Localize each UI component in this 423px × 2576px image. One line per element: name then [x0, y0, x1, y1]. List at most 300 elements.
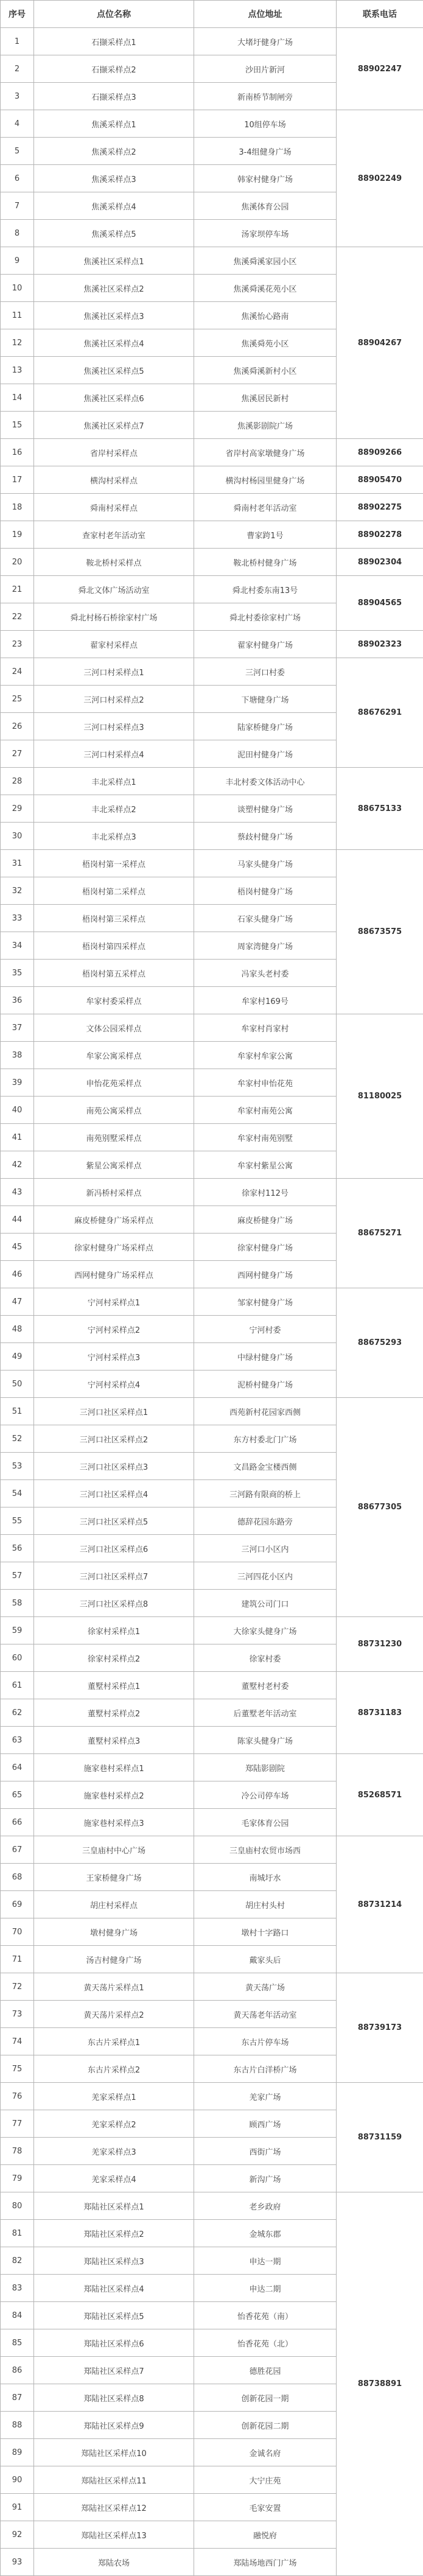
table-row [1, 1179, 423, 1206]
cell-no: 61 [1, 1672, 34, 1699]
header-row [1, 1, 423, 28]
cell-addr: 焦溪舜溪家园小区 [194, 247, 337, 275]
cell-addr: 焦溪舜苑小区 [194, 329, 337, 357]
cell-name: 牟家村委采样点 [34, 987, 194, 1014]
table-row [1, 521, 423, 549]
cell-name: 舜北村杨石桥徐家村广场 [34, 603, 194, 631]
table-row [1, 576, 423, 603]
cell-no: 13 [1, 357, 34, 384]
cell-no: 34 [1, 932, 34, 960]
cell-no: 40 [1, 1097, 34, 1124]
cell-addr: 西苑新村花园家西侧 [194, 1398, 337, 1425]
cell-no: 45 [1, 1234, 34, 1261]
cell-addr: 三河口村委 [194, 658, 337, 686]
cell-addr: 汤家坝停车场 [194, 220, 337, 247]
cell-no: 84 [1, 2302, 34, 2329]
cell-no: 15 [1, 412, 34, 439]
cell-no: 7 [1, 192, 34, 220]
cell-name: 三河口社区采样点7 [34, 1562, 194, 1590]
cell-addr: 焦溪居民新村 [194, 384, 337, 412]
cell-addr: 墩村十字路口 [194, 1918, 337, 1946]
cell-addr: 大徐家头健身广场 [194, 1617, 337, 1644]
cell-no: 58 [1, 1590, 34, 1617]
cell-name: 丰北采样点3 [34, 823, 194, 850]
cell-name: 三河口社区采样点8 [34, 1590, 194, 1617]
cell-no: 44 [1, 1206, 34, 1234]
cell-addr: 沙田片新河 [194, 55, 337, 83]
header-no: 序号 [1, 1, 34, 28]
cell-addr: 牟家村肖家村 [194, 1014, 337, 1042]
cell-no: 48 [1, 1316, 34, 1343]
cell-phone: 88677305 [337, 1398, 423, 1617]
cell-name: 石撷采样点1 [34, 28, 194, 55]
cell-addr: 陆家桥健身广场 [194, 713, 337, 740]
cell-addr: 石家头健身广场 [194, 905, 337, 932]
cell-name: 三河口社区采样点1 [34, 1398, 194, 1425]
cell-no: 18 [1, 494, 34, 521]
table-row [1, 110, 423, 138]
cell-name: 翟家村采样点 [34, 631, 194, 658]
cell-name: 三皇庙村中心广场 [34, 1836, 194, 1864]
table-row [1, 850, 423, 877]
cell-no: 79 [1, 2165, 34, 2192]
cell-name: 施家巷村采样点2 [34, 1781, 194, 1809]
cell-addr: 黄天荡老年活动室 [194, 2001, 337, 2028]
cell-addr: 冷公司停车场 [194, 1781, 337, 1809]
cell-no: 8 [1, 220, 34, 247]
cell-no: 42 [1, 1151, 34, 1179]
table-row [1, 28, 423, 55]
cell-name: 梧岗村第二采样点 [34, 877, 194, 905]
cell-no: 32 [1, 877, 34, 905]
cell-phone: 88909266 [337, 439, 423, 466]
cell-no: 30 [1, 823, 34, 850]
cell-name: 三河口村采样点1 [34, 658, 194, 686]
cell-name: 焦溪采样点2 [34, 138, 194, 165]
cell-name: 石撷采样点2 [34, 55, 194, 83]
cell-addr: 焦溪影剧院广场 [194, 412, 337, 439]
cell-no: 68 [1, 1864, 34, 1891]
table-row [1, 1754, 423, 1781]
cell-phone: 88731159 [337, 2083, 423, 2192]
cell-name: 郑陆社区采样点3 [34, 2247, 194, 2275]
cell-phone: 88905470 [337, 466, 423, 494]
cell-name: 董墅村采样点3 [34, 1727, 194, 1754]
cell-addr: 舜北村委徐家村广场 [194, 603, 337, 631]
table-row [1, 494, 423, 521]
cell-addr: 戴家头后 [194, 1946, 337, 1973]
cell-addr: 胡庄村头村 [194, 1891, 337, 1918]
cell-addr: 大堵圩健身广场 [194, 28, 337, 55]
cell-phone: 88902247 [337, 28, 423, 110]
cell-no: 62 [1, 1699, 34, 1727]
cell-phone: 88675293 [337, 1288, 423, 1398]
cell-name: 徐家村采样点1 [34, 1617, 194, 1644]
cell-no: 49 [1, 1343, 34, 1370]
table-row [1, 1288, 423, 1316]
cell-name: 董墅村采样点2 [34, 1699, 194, 1727]
cell-addr: 董墅村老村委 [194, 1672, 337, 1699]
cell-name: 墩村健身广场 [34, 1918, 194, 1946]
cell-phone: 88731214 [337, 1836, 423, 1973]
cell-addr: 郑陆场地西门广场 [194, 2549, 337, 2576]
cell-no: 28 [1, 768, 34, 795]
table-row [1, 1398, 423, 1425]
cell-name: 三河口村采样点2 [34, 686, 194, 713]
cell-name: 郑陆社区采样点1 [34, 2192, 194, 2220]
cell-no: 74 [1, 2028, 34, 2055]
cell-name: 新冯桥村采样点 [34, 1179, 194, 1206]
cell-addr: 怡香花苑（南） [194, 2302, 337, 2329]
cell-no: 71 [1, 1946, 34, 1973]
cell-name: 南苑别墅采样点 [34, 1124, 194, 1151]
cell-addr: 金诚名府 [194, 2439, 337, 2466]
cell-name: 焦溪社区采样点1 [34, 247, 194, 275]
cell-no: 24 [1, 658, 34, 686]
cell-name: 横沟村采样点 [34, 466, 194, 494]
cell-addr: 建筑公司门口 [194, 1590, 337, 1617]
cell-name: 郑陆社区采样点9 [34, 2412, 194, 2439]
cell-addr: 大宁庄苑 [194, 2466, 337, 2494]
cell-name: 汤吉村健身广场 [34, 1946, 194, 1973]
cell-name: 焦溪采样点4 [34, 192, 194, 220]
cell-name: 羌家采样点2 [34, 2110, 194, 2138]
table-row [1, 439, 423, 466]
cell-no: 21 [1, 576, 34, 603]
cell-name: 文体公园采样点 [34, 1014, 194, 1042]
table-row [1, 549, 423, 576]
cell-no: 64 [1, 1754, 34, 1781]
cell-addr: 金城东郡 [194, 2220, 337, 2247]
cell-no: 70 [1, 1918, 34, 1946]
table-row [1, 2083, 423, 2110]
cell-no: 51 [1, 1398, 34, 1425]
cell-name: 三河口社区采样点6 [34, 1535, 194, 1562]
cell-name: 三河口社区采样点5 [34, 1507, 194, 1535]
cell-name: 王家桥健身广场 [34, 1864, 194, 1891]
cell-no: 82 [1, 2247, 34, 2275]
cell-addr: 省岸村高家墩健身广场 [194, 439, 337, 466]
cell-addr: 鞍北桥村健身广场 [194, 549, 337, 576]
cell-no: 67 [1, 1836, 34, 1864]
cell-name: 梧岗村第五采样点 [34, 960, 194, 987]
cell-addr: 牟家村南苑别墅 [194, 1124, 337, 1151]
cell-name: 焦溪采样点5 [34, 220, 194, 247]
cell-addr: 创新花园一期 [194, 2384, 337, 2412]
cell-addr: 后董墅老年活动室 [194, 1699, 337, 1727]
cell-name: 丰北采样点2 [34, 795, 194, 823]
cell-no: 73 [1, 2001, 34, 2028]
cell-addr: 牟家村169号 [194, 987, 337, 1014]
cell-name: 南苑公寓采样点 [34, 1097, 194, 1124]
cell-name: 郑陆社区采样点13 [34, 2521, 194, 2549]
cell-no: 76 [1, 2083, 34, 2110]
cell-addr: 泥桥村健身广场 [194, 1370, 337, 1398]
cell-addr: 蔡歧村健身广场 [194, 823, 337, 850]
table-row [1, 1973, 423, 2001]
cell-addr: 横沟村杨园里健身广场 [194, 466, 337, 494]
cell-addr: 德辞花园东路旁 [194, 1507, 337, 1535]
cell-addr: 东方村委北门广场 [194, 1425, 337, 1453]
cell-addr: 羌家广场 [194, 2083, 337, 2110]
cell-addr: 牟家村南苑公寓 [194, 1097, 337, 1124]
cell-phone: 88731230 [337, 1617, 423, 1672]
table-row [1, 1014, 423, 1042]
cell-no: 65 [1, 1781, 34, 1809]
cell-no: 16 [1, 439, 34, 466]
cell-addr: 牟家村紫星公寓 [194, 1151, 337, 1179]
cell-no: 36 [1, 987, 34, 1014]
cell-no: 19 [1, 521, 34, 549]
table-body [1, 28, 423, 2576]
cell-name: 鞍北桥村采样点 [34, 549, 194, 576]
cell-name: 黄天荡片采样点2 [34, 2001, 194, 2028]
cell-name: 胡庄村采样点 [34, 1891, 194, 1918]
cell-addr: 文昌路金宝楼西侧 [194, 1453, 337, 1480]
cell-addr: 冯家头老村委 [194, 960, 337, 987]
cell-no: 39 [1, 1069, 34, 1097]
cell-addr: 焦溪体育公园 [194, 192, 337, 220]
cell-addr: 谈塑村健身广场 [194, 795, 337, 823]
cell-name: 焦溪社区采样点4 [34, 329, 194, 357]
table-row [1, 658, 423, 686]
cell-phone: 88902323 [337, 631, 423, 658]
header-name: 点位名称 [34, 1, 194, 28]
cell-addr: 西网村健身广场 [194, 1261, 337, 1288]
cell-phone: 88739173 [337, 1973, 423, 2083]
header-addr: 点位地址 [194, 1, 337, 28]
cell-name: 焦溪社区采样点7 [34, 412, 194, 439]
cell-addr: 舜南村老年活动室 [194, 494, 337, 521]
table-row [1, 2192, 423, 2220]
cell-addr: 马家头健身广场 [194, 850, 337, 877]
cell-addr: 舜北村委东南13号 [194, 576, 337, 603]
cell-addr: 三河路有限商的桥上 [194, 1480, 337, 1507]
cell-addr: 黄天荡广场 [194, 1973, 337, 2001]
cell-no: 90 [1, 2466, 34, 2494]
cell-no: 4 [1, 110, 34, 138]
cell-name: 郑陆农场 [34, 2549, 194, 2576]
cell-no: 53 [1, 1453, 34, 1480]
cell-name: 三河口社区采样点4 [34, 1480, 194, 1507]
table-row [1, 247, 423, 275]
cell-no: 1 [1, 28, 34, 55]
cell-name: 羌家采样点1 [34, 2083, 194, 2110]
cell-no: 35 [1, 960, 34, 987]
cell-addr: 下塘健身广场 [194, 686, 337, 713]
cell-no: 86 [1, 2357, 34, 2384]
cell-no: 57 [1, 1562, 34, 1590]
cell-no: 80 [1, 2192, 34, 2220]
cell-phone: 88676291 [337, 658, 423, 768]
cell-addr: 徐家村112号 [194, 1179, 337, 1206]
cell-name: 宁河村采样点4 [34, 1370, 194, 1398]
cell-name: 三河口社区采样点3 [34, 1453, 194, 1480]
table-row [1, 1617, 423, 1644]
cell-no: 52 [1, 1425, 34, 1453]
cell-no: 66 [1, 1809, 34, 1836]
cell-name: 石撷采样点3 [34, 83, 194, 110]
cell-name: 徐家村健身广场采样点 [34, 1234, 194, 1261]
cell-no: 22 [1, 603, 34, 631]
cell-addr: 3-4组健身广场 [194, 138, 337, 165]
cell-addr: 顾西广场 [194, 2110, 337, 2138]
cell-no: 50 [1, 1370, 34, 1398]
cell-name: 三河口社区采样点2 [34, 1425, 194, 1453]
cell-addr: 丰北村委文体活动中心 [194, 768, 337, 795]
cell-name: 施家巷村采样点1 [34, 1754, 194, 1781]
cell-addr: 郑陆影剧院 [194, 1754, 337, 1781]
cell-no: 25 [1, 686, 34, 713]
cell-name: 焦溪采样点1 [34, 110, 194, 138]
cell-no: 77 [1, 2110, 34, 2138]
cell-addr: 韩家村健身广场 [194, 165, 337, 192]
cell-no: 59 [1, 1617, 34, 1644]
cell-phone: 88738891 [337, 2192, 423, 2576]
cell-name: 焦溪社区采样点6 [34, 384, 194, 412]
cell-addr: 三皇庙村农贸市场西 [194, 1836, 337, 1864]
cell-no: 81 [1, 2220, 34, 2247]
cell-name: 郑陆社区采样点2 [34, 2220, 194, 2247]
cell-no: 5 [1, 138, 34, 165]
cell-addr: 西街广场 [194, 2138, 337, 2165]
cell-no: 88 [1, 2412, 34, 2439]
cell-name: 郑陆社区采样点11 [34, 2466, 194, 2494]
cell-phone: 88902278 [337, 521, 423, 549]
cell-no: 38 [1, 1042, 34, 1069]
cell-addr: 宁河村委 [194, 1316, 337, 1343]
cell-no: 46 [1, 1261, 34, 1288]
cell-addr: 陈家头健身广场 [194, 1727, 337, 1754]
cell-name: 三河口村采样点3 [34, 713, 194, 740]
cell-addr: 德胜花园 [194, 2357, 337, 2384]
cell-phone: 88673575 [337, 850, 423, 1014]
cell-addr: 三河四花小区内 [194, 1562, 337, 1590]
cell-no: 47 [1, 1288, 34, 1316]
cell-no: 9 [1, 247, 34, 275]
cell-addr: 中绿村健身广场 [194, 1343, 337, 1370]
cell-phone: 88675133 [337, 768, 423, 850]
cell-addr: 东古片停车场 [194, 2028, 337, 2055]
cell-no: 92 [1, 2521, 34, 2549]
cell-no: 54 [1, 1480, 34, 1507]
cell-name: 郑陆社区采样点4 [34, 2275, 194, 2302]
cell-name: 紫星公寓采样点 [34, 1151, 194, 1179]
table-row [1, 631, 423, 658]
cell-addr: 毛家体育公园 [194, 1809, 337, 1836]
cell-addr: 申达二期 [194, 2275, 337, 2302]
cell-addr: 怡香花苑（北） [194, 2329, 337, 2357]
cell-name: 西网村健身广场采样点 [34, 1261, 194, 1288]
table-row [1, 466, 423, 494]
cell-no: 20 [1, 549, 34, 576]
cell-addr: 牟家村牟家公寓 [194, 1042, 337, 1069]
cell-no: 29 [1, 795, 34, 823]
cell-no: 55 [1, 1507, 34, 1535]
cell-no: 63 [1, 1727, 34, 1754]
cell-addr: 南城圩水 [194, 1864, 337, 1891]
cell-addr: 曹家跨1号 [194, 521, 337, 549]
cell-addr: 10组停车场 [194, 110, 337, 138]
cell-addr: 新沟广场 [194, 2165, 337, 2192]
cell-addr: 徐家村委 [194, 1644, 337, 1672]
cell-no: 37 [1, 1014, 34, 1042]
cell-name: 董墅村采样点1 [34, 1672, 194, 1699]
cell-name: 郑陆社区采样点12 [34, 2494, 194, 2521]
cell-addr: 焦溪舜溪新村小区 [194, 357, 337, 384]
table-row [1, 1672, 423, 1699]
cell-addr: 麻皮桥健身广场 [194, 1206, 337, 1234]
cell-name: 羌家采样点4 [34, 2165, 194, 2192]
cell-no: 12 [1, 329, 34, 357]
cell-phone: 88904267 [337, 247, 423, 439]
cell-name: 郑陆社区采样点8 [34, 2384, 194, 2412]
cell-name: 舜南村采样点 [34, 494, 194, 521]
cell-no: 23 [1, 631, 34, 658]
cell-no: 31 [1, 850, 34, 877]
cell-addr: 徐家村健身广场 [194, 1234, 337, 1261]
cell-addr: 三河口小区内 [194, 1535, 337, 1562]
cell-no: 89 [1, 2439, 34, 2466]
cell-name: 羌家采样点3 [34, 2138, 194, 2165]
cell-no: 72 [1, 1973, 34, 2001]
table-header [1, 1, 423, 28]
cell-addr: 焦溪怡心路南 [194, 302, 337, 329]
cell-no: 2 [1, 55, 34, 83]
cell-no: 69 [1, 1891, 34, 1918]
cell-addr: 东古片白洋桥广场 [194, 2055, 337, 2083]
cell-name: 舜北文体广场活动室 [34, 576, 194, 603]
cell-name: 施家巷村采样点3 [34, 1809, 194, 1836]
cell-phone: 81180025 [337, 1014, 423, 1179]
cell-name: 查家村老年活动室 [34, 521, 194, 549]
cell-addr: 新南桥节制闸旁 [194, 83, 337, 110]
cell-name: 宁河村采样点3 [34, 1343, 194, 1370]
cell-name: 麻皮桥健身广场采样点 [34, 1206, 194, 1234]
cell-name: 郑陆社区采样点6 [34, 2329, 194, 2357]
cell-phone: 85268571 [337, 1754, 423, 1836]
cell-name: 梧岗村第四采样点 [34, 932, 194, 960]
cell-name: 宁河村采样点2 [34, 1316, 194, 1343]
cell-no: 3 [1, 83, 34, 110]
cell-no: 17 [1, 466, 34, 494]
header-phone: 联系电话 [337, 1, 423, 28]
cell-addr: 毛家安置 [194, 2494, 337, 2521]
cell-no: 6 [1, 165, 34, 192]
cell-name: 郑陆社区采样点7 [34, 2357, 194, 2384]
cell-addr: 邹家村健身广场 [194, 1288, 337, 1316]
cell-addr: 融悦府 [194, 2521, 337, 2549]
cell-no: 85 [1, 2329, 34, 2357]
cell-name: 黄天荡片采样点1 [34, 1973, 194, 2001]
cell-phone: 88902275 [337, 494, 423, 521]
cell-no: 87 [1, 2384, 34, 2412]
cell-name: 郑陆社区采样点10 [34, 2439, 194, 2466]
cell-no: 10 [1, 275, 34, 302]
cell-no: 56 [1, 1535, 34, 1562]
cell-name: 省岸村采样点 [34, 439, 194, 466]
cell-addr: 焦溪舜溪花苑小区 [194, 275, 337, 302]
cell-name: 焦溪社区采样点5 [34, 357, 194, 384]
cell-phone: 88902304 [337, 549, 423, 576]
cell-phone: 88675271 [337, 1179, 423, 1288]
cell-no: 33 [1, 905, 34, 932]
cell-addr: 梧岗村健身广场 [194, 877, 337, 905]
cell-name: 宁河村采样点1 [34, 1288, 194, 1316]
cell-name: 徐家村采样点2 [34, 1644, 194, 1672]
cell-addr: 泥田村健身广场 [194, 740, 337, 768]
cell-no: 78 [1, 2138, 34, 2165]
